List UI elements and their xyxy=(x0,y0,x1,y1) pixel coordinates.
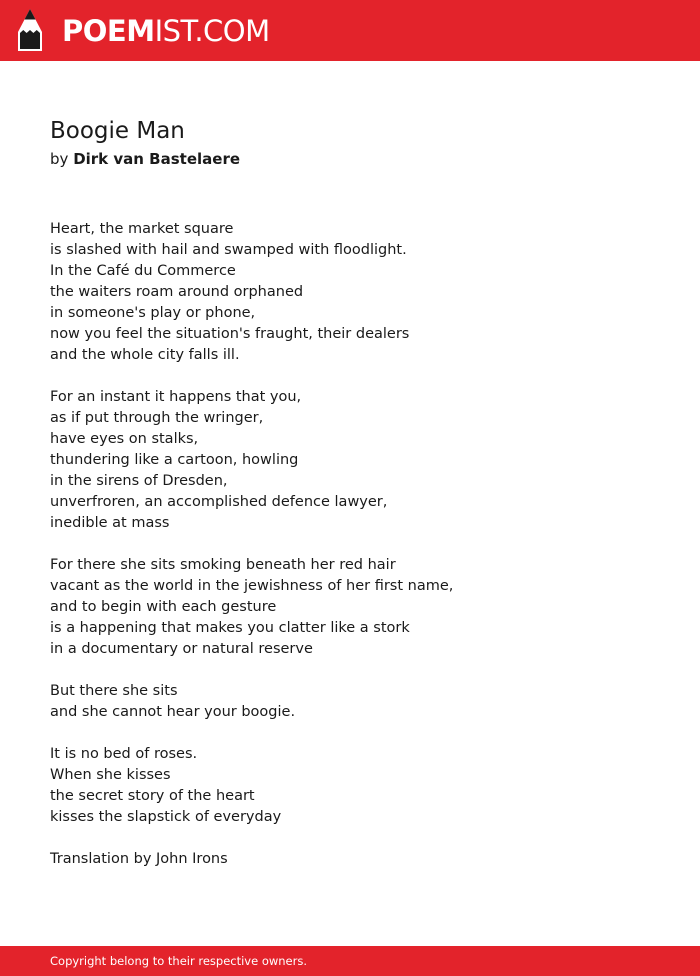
poem-line: But there she sits xyxy=(50,683,178,699)
pencil-icon xyxy=(17,9,43,53)
poem-line: in a documentary or natural reserve xyxy=(50,641,313,657)
poem-line: and to begin with each gesture xyxy=(50,599,277,615)
poem-line: and she cannot hear your boogie. xyxy=(50,704,296,720)
poem-line: the secret story of the heart xyxy=(50,788,255,804)
poem-line: Heart, the market square xyxy=(50,221,234,237)
byline xyxy=(50,148,240,170)
poem-line: the waiters roam around orphaned xyxy=(50,284,304,300)
poem-stanza xyxy=(50,387,650,534)
logo-light-text: IST.COM xyxy=(154,14,270,48)
poem-line: For an instant it happens that you, xyxy=(50,389,302,405)
byline-prefix: by xyxy=(50,150,69,168)
poem-line: in the sirens of Dresden, xyxy=(50,473,228,489)
poem-line: thundering like a cartoon, howling xyxy=(50,452,299,468)
poem-line: kisses the slapstick of everyday xyxy=(50,809,282,825)
poem-stanza xyxy=(50,744,650,828)
poem-body xyxy=(50,219,650,891)
poem-line: When she kisses xyxy=(50,767,171,783)
poem-line: is a happening that makes you clatter like a stork xyxy=(50,620,410,636)
poem-title: Boogie Man xyxy=(50,118,185,144)
poem-line: Translation by John Irons xyxy=(50,851,228,867)
site-logo[interactable] xyxy=(17,9,270,53)
poem-line: inedible at mass xyxy=(50,515,170,531)
poem-stanza xyxy=(50,219,650,366)
poem-line: unverfroren, an accomplished defence lawyer, xyxy=(50,494,388,510)
poem-line: as if put through the wringer, xyxy=(50,410,264,426)
poem-line: In the Café du Commerce xyxy=(50,263,236,279)
poem-line: now you feel the situation's fraught, their dealers xyxy=(50,326,410,342)
copyright-text: Copyright belong to their respective owners. xyxy=(50,954,308,968)
poem-stanza xyxy=(50,681,650,723)
poem-line: and the whole city falls ill. xyxy=(50,347,240,363)
poem-line: For there she sits smoking beneath her red hair xyxy=(50,557,396,573)
poem-line: It is no bed of roses. xyxy=(50,746,198,762)
poem-stanza xyxy=(50,555,650,660)
poem-line: is slashed with hail and swamped with floodlight. xyxy=(50,242,407,258)
author-name: Dirk van Bastelaere xyxy=(73,150,241,168)
poem-line: have eyes on stalks, xyxy=(50,431,199,447)
logo-bold-text: POEM xyxy=(62,14,155,48)
site-header xyxy=(0,0,700,61)
poem-line: in someone's play or phone, xyxy=(50,305,256,321)
logo-wordmark xyxy=(62,9,270,53)
site-footer xyxy=(0,946,700,976)
poem-line: vacant as the world in the jewishness of her first name, xyxy=(50,578,454,594)
poem-stanza xyxy=(50,849,650,870)
